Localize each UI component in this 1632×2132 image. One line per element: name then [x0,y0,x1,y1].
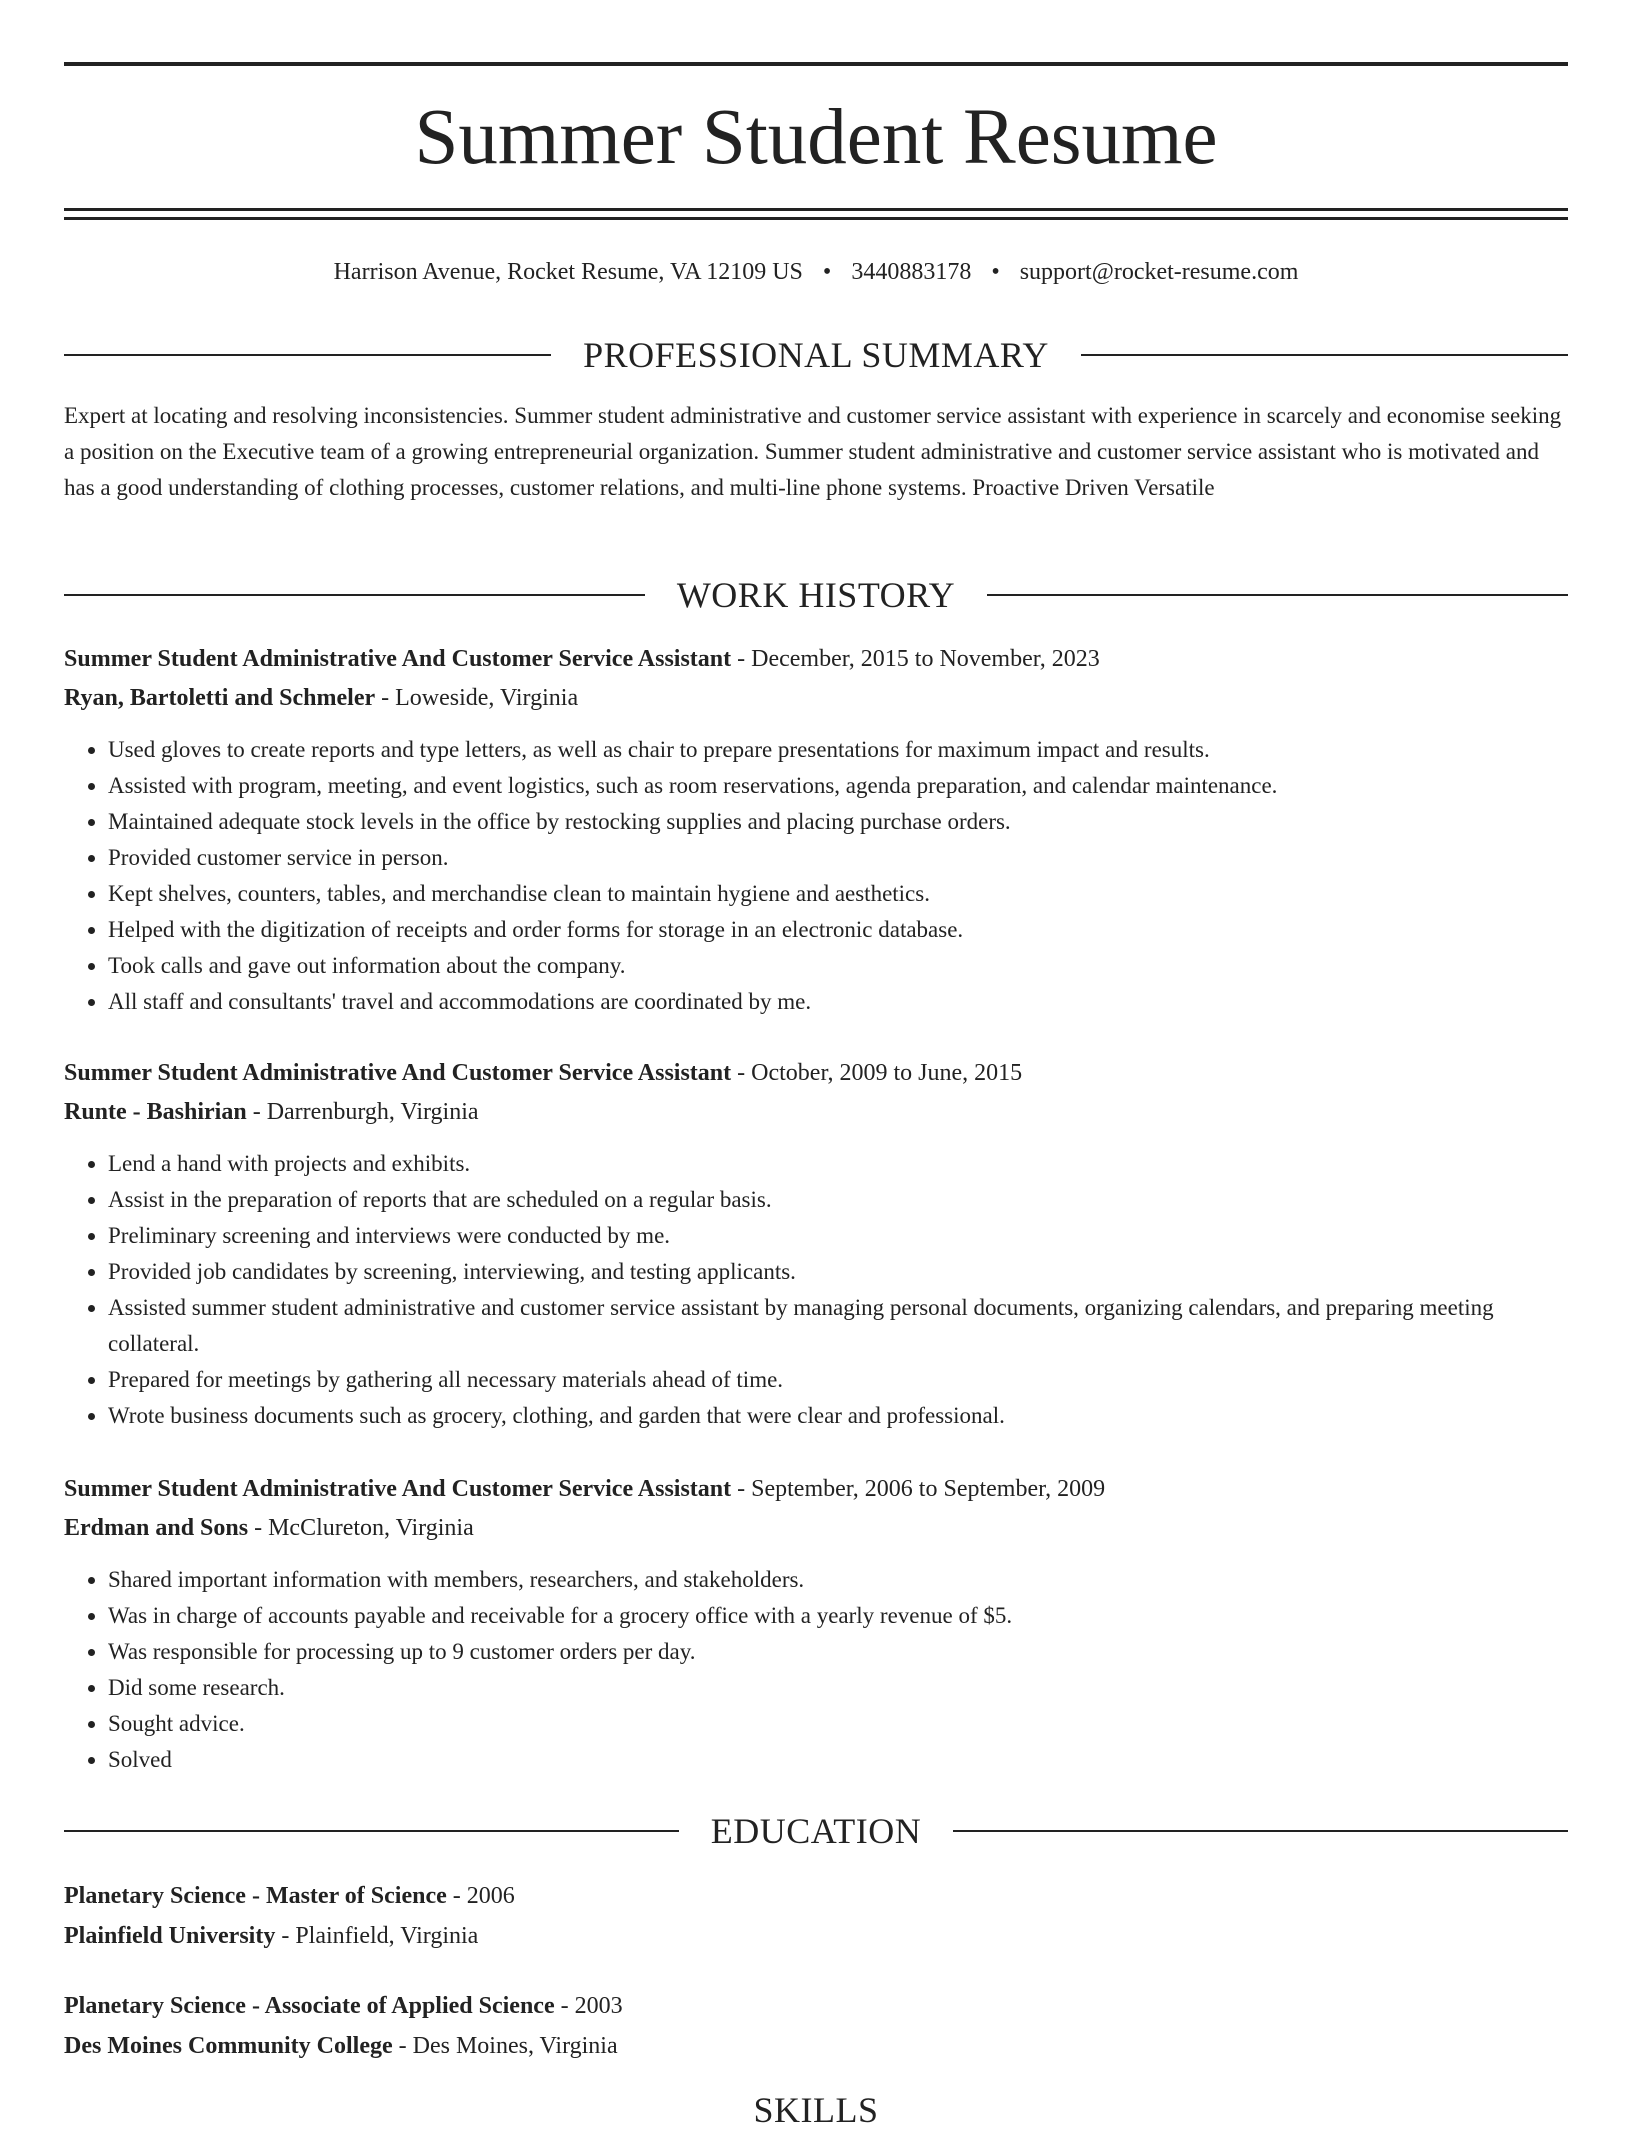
degree: Planetary Science - Master of Science [64,1883,447,1909]
bullet-item: • Solved [108,1742,1568,1778]
section-heading-education [64,1809,1568,1853]
contact-line [64,254,1568,290]
bullet-item: • Lend a hand with projects and exhibits. [108,1146,1568,1182]
job-company-line [64,679,1568,718]
contact-separator: • [991,259,1000,285]
bullet-item: • Maintained adequate stock levels in the office by restocking supplies and placing purchase orders. [108,804,1568,840]
section-rule-left [64,594,645,596]
job-title-line [64,1470,1568,1509]
bullet-item: • Prepared for meetings by gathering all necessary materials ahead of time. [108,1362,1568,1398]
bullet-item: • Assisted with program, meeting, and event logistics, such as room reservations, agenda preparation, and calendar maintenance. [108,768,1568,804]
job-title-line [64,1054,1568,1093]
section-rule-right [987,594,1568,596]
job-bullets [64,732,1568,1020]
contact-address: Harrison Avenue, Rocket Resume, VA 12109 US [333,259,803,285]
title-double-rule [64,208,1568,220]
job-entry-3 [64,1470,1568,1778]
job-title: Summer Student Administrative And Customer Service Assistant [64,1476,732,1502]
degree-year: - 2003 [554,1993,623,2019]
degree-line [64,1876,1568,1916]
job-dates: - October, 2009 to June, 2015 [731,1060,1023,1086]
bullet-item: • Took calls and gave out information about the company. [108,948,1568,984]
job-company: Ryan, Bartoletti and Schmeler [64,685,376,711]
section-rule-right [953,1830,1568,1832]
section-heading-skills [64,2088,1568,2132]
job-company: Runte - Bashirian [64,1099,247,1125]
school: Des Moines Community College [64,2033,393,2059]
job-company-line [64,1093,1568,1132]
top-rule [64,62,1568,66]
job-location: - Darrenburgh, Virginia [246,1099,479,1125]
school-line [64,1916,1568,1956]
contact-separator: • [822,259,832,285]
bullet-item: • Was responsible for processing up to 9 customer orders per day. [108,1634,1568,1670]
school: Plainfield University [64,1923,276,1949]
bullet-item: • Was in charge of accounts payable and receivable for a grocery office with a yearly revenue of $5. [108,1598,1568,1634]
job-company-line [64,1509,1568,1548]
job-bullets [64,1562,1568,1778]
job-entry-2 [64,1054,1568,1434]
education-entry-1 [64,1876,1568,1956]
resume-title: Summer Student Resume [414,94,1218,181]
summary-text: Expert at locating and resolving inconsistencies. Summer student administrative and customer service assistant with experience in scarcely and economise seeking a position on the Executive team of a growing entrepreneurial organization. Summer student administrative and customer service assistant who is motivated and has a good understanding of clothing processes, customer relations, and multi-line phone systems. Proactive Driven Versatile [64,403,1562,500]
bullet-item: • All staff and consultants' travel and accommodations are coordinated by me. [108,984,1568,1020]
job-company: Erdman and Sons [64,1515,249,1541]
bullet-item: • Provided customer service in person. [108,840,1568,876]
section-rule-right [1081,354,1568,356]
degree: Planetary Science - Associate of Applied Science [64,1993,555,2019]
bullet-item: • Helped with the digitization of receipts and order forms for storage in an electronic database. [108,912,1568,948]
bullet-item: • Assisted summer student administrative and customer service assistant by managing personal documents, organizing calendars, and preparing meeting collateral. [108,1290,1568,1362]
job-location: - McClureton, Virginia [248,1515,474,1541]
bullet-item: • Used gloves to create reports and type letters, as well as chair to prepare presentations for maximum impact and results. [108,732,1568,768]
bullet-item: • Assist in the preparation of reports that are scheduled on a regular basis. [108,1182,1568,1218]
school-location: - Des Moines, Virginia [392,2033,618,2059]
job-bullets [64,1146,1568,1434]
education-entry-2 [64,1986,1568,2066]
job-entry-1 [64,640,1568,1020]
section-rule-left [64,1830,679,1832]
bullet-item: • Provided job candidates by screening, interviewing, and testing applicants. [108,1254,1568,1290]
section-title-work: WORK HISTORY [676,575,956,615]
section-title-skills: SKILLS [753,2090,879,2130]
section-heading-summary [64,333,1568,377]
bullet-item: • Preliminary screening and interviews were conducted by me. [108,1218,1568,1254]
job-dates: - December, 2015 to November, 2023 [731,646,1100,672]
bullet-item: • Wrote business documents such as grocery, clothing, and garden that were clear and professional. [108,1398,1568,1434]
contact-email[interactable]: support@rocket-resume.com [1019,259,1299,285]
school-line [64,2026,1568,2066]
job-location: - Loweside, Virginia [375,685,579,711]
school-location: - Plainfield, Virginia [275,1923,479,1949]
contact-phone[interactable]: 3440883178 [851,259,972,285]
section-title-education: EDUCATION [710,1811,922,1851]
job-title-line [64,640,1568,679]
bullet-item: • Sought advice. [108,1706,1568,1742]
degree-line [64,1986,1568,2026]
bullet-item: • Did some research. [108,1670,1568,1706]
bullet-item: • Shared important information with members, researchers, and stakeholders. [108,1562,1568,1598]
job-title: Summer Student Administrative And Customer Service Assistant [64,1060,732,1086]
bullet-item: • Kept shelves, counters, tables, and merchandise clean to maintain hygiene and aesthetics. [108,876,1568,912]
job-title: Summer Student Administrative And Customer Service Assistant [64,646,732,672]
degree-year: - 2006 [446,1883,515,1909]
job-dates: - September, 2006 to September, 2009 [731,1476,1106,1502]
section-rule-left [64,354,551,356]
section-heading-work [64,573,1568,617]
section-title-summary: PROFESSIONAL SUMMARY [583,335,1049,375]
